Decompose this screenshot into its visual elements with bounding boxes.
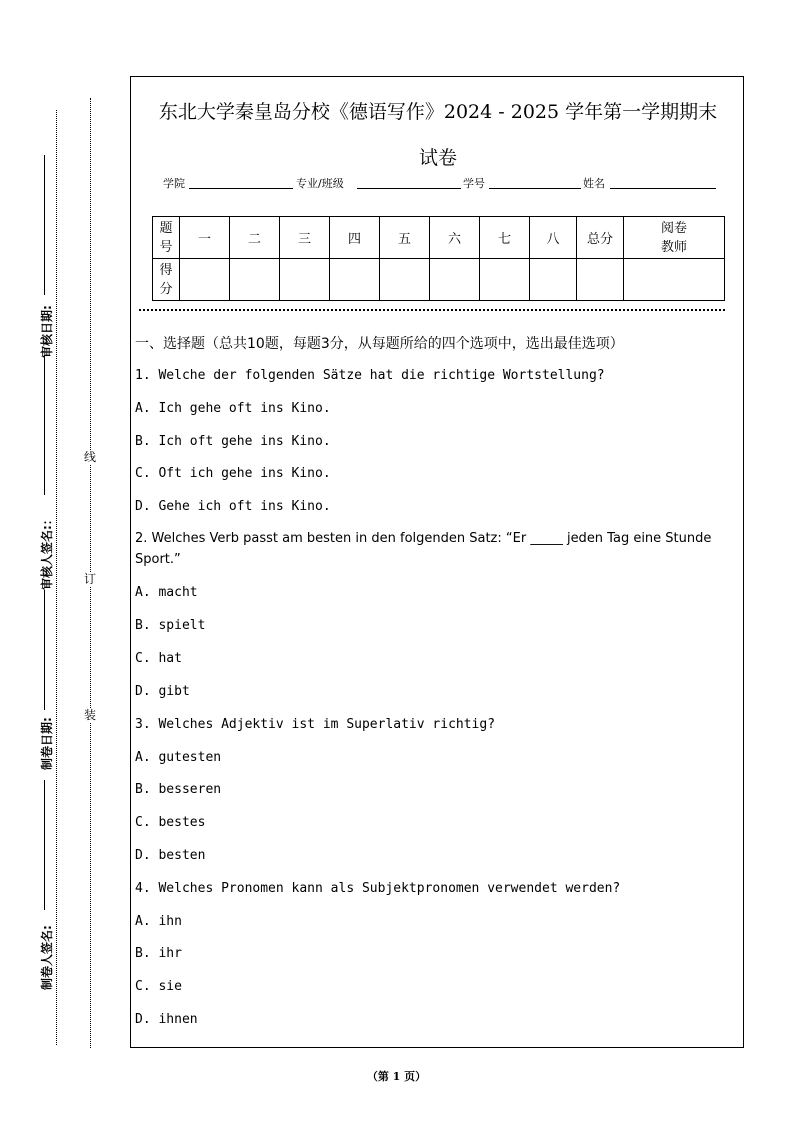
- college-field[interactable]: [189, 188, 293, 189]
- grader-header: 阅卷 教师: [624, 217, 725, 259]
- score-cell-total[interactable]: [577, 259, 624, 301]
- review-date-blank[interactable]: [44, 155, 45, 295]
- question-2: 2. Welches Verb passt am besten in den folgenden Satz: “Er _____ jeden Tag eine Stunde Sport.”: [135, 531, 712, 567]
- score-table: [152, 216, 725, 301]
- review-date-label: 审核日期:: [40, 305, 54, 358]
- name-label: 姓名: [583, 177, 605, 190]
- col-3: 三: [280, 217, 330, 259]
- preparer-signature-label: 制卷人签名:: [40, 925, 54, 990]
- major-class-label: 专业/班级: [296, 177, 344, 190]
- binding-char-zhuang: 装: [83, 708, 96, 722]
- reviewer-signature-label: 审核人签名:：: [40, 513, 54, 590]
- q3-option-b: B. besseren: [135, 782, 222, 797]
- score-cell-6[interactable]: [430, 259, 480, 301]
- section-1-title: 一、选择题（总共10题，每题3分，从每题所给的四个选项中，选出最佳选项）: [135, 336, 624, 352]
- q2-option-b: B. spielt: [135, 618, 206, 633]
- binding-char-ding: 订: [83, 572, 96, 586]
- q4-option-a: A. ihn: [135, 914, 182, 929]
- q2-option-c: C. hat: [135, 651, 182, 666]
- score-cell-4[interactable]: [330, 259, 380, 301]
- binding-char-xian: 线: [83, 450, 96, 464]
- score-cell-1[interactable]: [180, 259, 230, 301]
- q1-option-a: A. Ich gehe oft ins Kino.: [135, 401, 331, 416]
- reviewer-signature-blank[interactable]: [44, 355, 45, 495]
- q1-option-d: D. Gehe ich oft ins Kino.: [135, 499, 331, 514]
- exam-title-line2: 试卷: [418, 147, 457, 169]
- grader-cell[interactable]: [624, 259, 725, 301]
- page-number: （第 1 页）: [366, 1070, 427, 1083]
- col-5: 五: [380, 217, 430, 259]
- question-number-header: 题 号: [153, 217, 180, 259]
- q1-option-b: B. Ich oft gehe ins Kino.: [135, 434, 331, 449]
- signoff-column: [0, 0, 80, 1122]
- student-id-label: 学号: [463, 177, 485, 190]
- prepare-date-label: 制卷日期:: [40, 717, 54, 770]
- score-cell-3[interactable]: [280, 259, 330, 301]
- exam-frame: [130, 76, 744, 1048]
- header-separator: [139, 309, 725, 311]
- major-class-field[interactable]: [357, 188, 461, 189]
- col-7: 七: [480, 217, 530, 259]
- q4-option-c: C. sie: [135, 979, 182, 994]
- score-cell-8[interactable]: [530, 259, 577, 301]
- question-1: 1. Welche der folgenden Sätze hat die richtige Wortstellung?: [135, 368, 605, 383]
- name-field[interactable]: [610, 188, 716, 189]
- col-total: 总分: [577, 217, 624, 259]
- q4-option-d: D. ihnen: [135, 1012, 198, 1027]
- q3-option-d: D. besten: [135, 848, 206, 863]
- col-4: 四: [330, 217, 380, 259]
- signoff-dotted-line: [56, 110, 57, 1045]
- col-1: 一: [180, 217, 230, 259]
- q3-option-c: C. bestes: [135, 815, 206, 830]
- question-4: 4. Welches Pronomen kann als Subjektpronomen verwendet werden?: [135, 881, 621, 896]
- binding-line: [82, 98, 98, 1048]
- q1-option-c: C. Oft ich gehe ins Kino.: [135, 466, 331, 481]
- score-header: 得 分: [153, 259, 180, 301]
- score-cell-7[interactable]: [480, 259, 530, 301]
- student-id-field[interactable]: [489, 188, 581, 189]
- q2-option-d: D. gibt: [135, 684, 190, 699]
- score-table-score-row: [153, 259, 725, 301]
- q2-option-a: A. macht: [135, 585, 198, 600]
- question-3: 3. Welches Adjektiv ist im Superlativ richtig?: [135, 717, 496, 732]
- score-cell-2[interactable]: [230, 259, 280, 301]
- exam-title: [131, 89, 745, 181]
- college-label: 学院: [163, 177, 185, 190]
- q4-option-b: B. ihr: [135, 946, 182, 961]
- q3-option-a: A. gutesten: [135, 750, 222, 765]
- exam-title-line1: 东北大学秦皇岛分校《德语写作》2024 - 2025 学年第一学期期末: [158, 101, 718, 123]
- score-table-header-row: [153, 217, 725, 259]
- preparer-signature-blank[interactable]: [44, 780, 45, 910]
- col-6: 六: [430, 217, 480, 259]
- col-8: 八: [530, 217, 577, 259]
- col-2: 二: [230, 217, 280, 259]
- student-info-row: [163, 175, 723, 193]
- prepare-date-blank[interactable]: [44, 590, 45, 710]
- score-cell-5[interactable]: [380, 259, 430, 301]
